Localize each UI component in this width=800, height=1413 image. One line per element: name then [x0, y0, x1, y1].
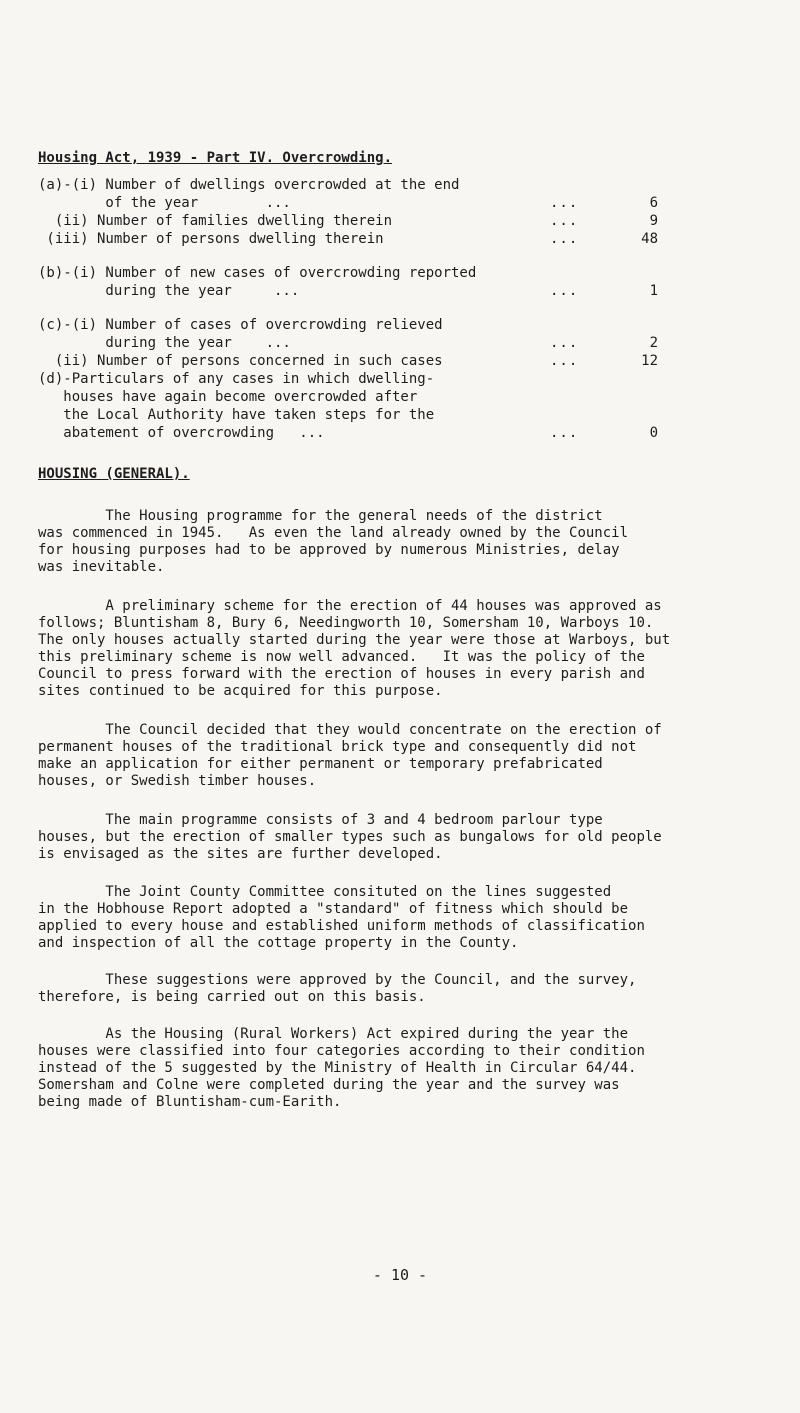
- overcrowding-row-a-ii: [38, 212, 658, 230]
- paragraph-permanent-houses: [38, 722, 778, 790]
- row-label-continued: the Local Authority have taken steps for the: [38, 407, 435, 423]
- overcrowding-table: [38, 176, 658, 442]
- text-line: Somersham and Colne were completed during the year and the survey was: [38, 1077, 620, 1093]
- row-value: 1: [649, 283, 658, 299]
- text-line: houses were classified into four categories according to their condition: [38, 1043, 645, 1059]
- text-line: make an application for either permanent or temporary prefabricated: [38, 756, 603, 772]
- text-line: permanent houses of the traditional brick type and consequently did not: [38, 739, 637, 755]
- leader-dots: ...: [550, 231, 579, 247]
- text-line: in the Hobhouse Report adopted a "standard" of fitness which should be: [38, 901, 629, 917]
- text-line: houses, but the erection of smaller types such as bungalows for old people: [38, 829, 662, 845]
- leader-dots: ...: [550, 195, 579, 211]
- paragraph-suggestions: [38, 972, 778, 1006]
- paragraph-rural-workers: [38, 1026, 778, 1111]
- row-label: (c)-(i) Number of cases of overcrowding relieved: [38, 317, 443, 333]
- paragraph-preliminary-scheme: [38, 598, 778, 700]
- row-label: (d)-Particulars of any cases in which dwelling-: [38, 371, 435, 387]
- page-number: - 10 -: [372, 1266, 428, 1284]
- housing-act-heading: Housing Act, 1939 - Part IV. Overcrowding.: [38, 150, 393, 166]
- text-line: The Housing programme for the general needs of the district: [38, 508, 603, 524]
- text-line: was commenced in 1945. As even the land already owned by the Council: [38, 525, 629, 541]
- text-line: being made of Bluntisham-cum-Earith.: [38, 1094, 342, 1110]
- text-line: These suggestions were approved by the Council, and the survey,: [38, 972, 637, 988]
- text-line: is envisaged as the sites are further developed.: [38, 846, 443, 862]
- leader-dots: ...: [550, 283, 579, 299]
- text-line: therefore, is being carried out on this basis.: [38, 989, 426, 1005]
- leader-dots: ...: [550, 213, 579, 229]
- row-label-continued: houses have again become overcrowded after: [38, 389, 418, 405]
- overcrowding-row-a-iii: [38, 230, 658, 248]
- row-label-continued: of the year ... ... 6: [38, 195, 658, 211]
- text-line: applied to every house and established uniform methods of classification: [38, 918, 645, 934]
- text-line: Council to press forward with the erection of houses in every parish and: [38, 666, 645, 682]
- row-value: 48: [641, 231, 658, 247]
- text-line: was inevitable.: [38, 559, 165, 575]
- row-label-continued: during the year ...: [38, 283, 300, 299]
- row-value: 9: [649, 213, 658, 229]
- leader-dots: ...: [550, 425, 579, 441]
- paragraph-main-programme: [38, 812, 778, 863]
- text-line: follows; Bluntisham 8, Bury 6, Needingworth 10, Somersham 10, Warboys 10.: [38, 615, 654, 631]
- row-label: (ii) Number of families dwelling therein: [38, 213, 393, 229]
- row-label: (ii) Number of persons concerned in such cases: [38, 353, 443, 369]
- paragraph-joint-committee: [38, 884, 778, 952]
- text-line: The Joint County Committee consituted on the lines suggested: [38, 884, 612, 900]
- housing-general-heading: HOUSING (GENERAL).: [38, 466, 190, 482]
- text-line: instead of the 5 suggested by the Ministry of Health in Circular 64/44.: [38, 1060, 637, 1076]
- row-value: 2: [649, 335, 658, 351]
- leader-dots: ...: [550, 335, 579, 351]
- text-line: houses, or Swedish timber houses.: [38, 773, 317, 789]
- overcrowding-row-c-i: [38, 316, 658, 352]
- text-line: A preliminary scheme for the erection of 44 houses was approved as: [38, 598, 662, 614]
- row-label: (iii) Number of persons dwelling therein: [38, 231, 384, 247]
- text-line: As the Housing (Rural Workers) Act expired during the year the: [38, 1026, 629, 1042]
- text-line: The Council decided that they would concentrate on the erection of: [38, 722, 662, 738]
- row-label-continued: during the year ...: [38, 335, 291, 351]
- overcrowding-row-c-ii: [38, 352, 658, 370]
- row-label: (b)-(i) Number of new cases of overcrowding reported: [38, 265, 477, 281]
- text-line: this preliminary scheme is now well advanced. It was the policy of the: [38, 649, 645, 665]
- row-value: 12: [641, 353, 658, 369]
- overcrowding-row-b-i: [38, 264, 658, 300]
- text-line: The only houses actually started during the year were those at Warboys, but: [38, 632, 671, 648]
- paragraph-programme: [38, 508, 778, 576]
- row-label-continued: abatement of overcrowding ...: [38, 425, 325, 441]
- text-line: The main programme consists of 3 and 4 bedroom parlour type: [38, 812, 603, 828]
- row-value: 6: [649, 195, 658, 211]
- row-label: (a)-(i) Number of dwellings overcrowded at the end: [38, 177, 460, 193]
- leader-dots: ...: [550, 353, 579, 369]
- overcrowding-row-d: [38, 370, 658, 442]
- row-value: 0: [649, 425, 658, 441]
- text-line: and inspection of all the cottage property in the County.: [38, 935, 519, 951]
- text-line: for housing purposes had to be approved by numerous Ministries, delay: [38, 542, 620, 558]
- overcrowding-row-a-i: [38, 176, 658, 212]
- text-line: sites continued to be acquired for this purpose.: [38, 683, 443, 699]
